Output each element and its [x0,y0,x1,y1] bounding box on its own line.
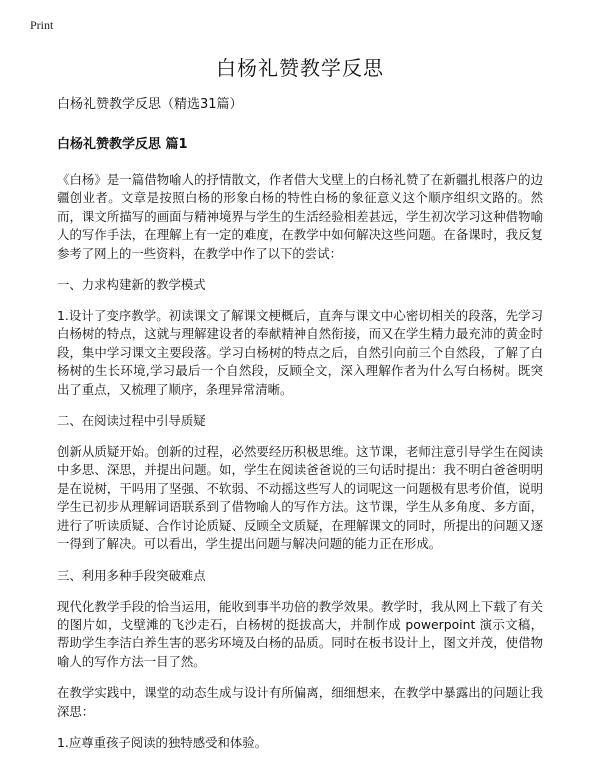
section-3-heading: 三、利用多种手段突破难点 [57,567,206,583]
intro-paragraph: 《白杨》是一篇借物喻人的抒情散文，作者借大戈壁上的白杨礼赞了在新疆扎根落户的边疆创业者。文章是按照白杨的形象白杨的特性白杨的象征意义这个顺序组织文路的。然而，课文所描写的画面与精神境界与学生的生活经验相差甚远，学生初次学习这种借物喻人的写作手法，在理解上有一定的难度，在教学中如何解决这些问题。在备课时，我反复参考了网上的一些资料，在教学中作了以下的尝试： [57,172,543,261]
section-2-heading: 二、在阅读过程中引导质疑 [57,413,206,429]
print-label[interactable]: Print [30,18,54,32]
document-subtitle: 白杨礼赞教学反思（精选31篇） [57,97,243,112]
part-heading: 白杨礼赞教学反思 篇1 [57,137,188,152]
document-title: 白杨礼赞教学反思 [216,56,384,80]
section-2-paragraph: 创新从质疑开始。创新的过程，必然要经历积极思维。这节课，老师注意引导学生在阅读中多思、深思，并提出问题。如，学生在阅读爸爸说的三句话时提出：我不明白爸爸明明是在说树，干吗用了坚强、不软弱、不动摇这些写人的词呢这一问题极有思考价值，说明学生已初步从理解词语联系到了借物喻人的写作方法。这节课，学生从多角度、多方面，进行了听读质疑、合作讨论质疑、反顾全文质疑，在理解课文的同时，所提出的问题又逐一得到了解决。可以看出，学生提出问题与解决问题的能力正在形成。 [57,444,543,552]
document-body [57,96,543,765]
reflection-paragraph: 在教学实践中，课堂的动态生成与设计有所偏离，细细想来，在教学中暴露出的问题让我深思： [57,685,543,719]
point-1: 1.应尊重孩子阅读的独特感受和体验。 [57,734,268,750]
section-1-heading: 一、力求构建新的教学模式 [57,277,206,293]
section-3-paragraph: 现代化教学手段的恰当运用，能收到事半功倍的教学效果。教学时，我从网上下载了有关的图片如，戈壁滩的飞沙走石，白杨树的挺拔高大，并制作成 powerpoint 演示文稿，帮助学生李洁白养生害的恶劣环境及白杨的品质。同时在板书设计上，图文并茂，使借物喻人的写作方法一目了然。 [57,598,543,669]
section-1-paragraph: 1.设计了变序教学。初读课文了解课文梗概后，直奔与课文中心密切相关的段落，先学习白杨树的特点，这就与理解建设者的奉献精神自然衔接，而又在学生精力最充沛的黄金时段，集中学习课文主要段落。学习白杨树的特点之后，自然引向前三个自然段，了解了白杨树的生长环境,学习最后一个自然段，反顾全文，深入理解作者为什么写白杨树。既突出了重点，又梳理了顺序，条理异常清晰。 [57,308,543,397]
